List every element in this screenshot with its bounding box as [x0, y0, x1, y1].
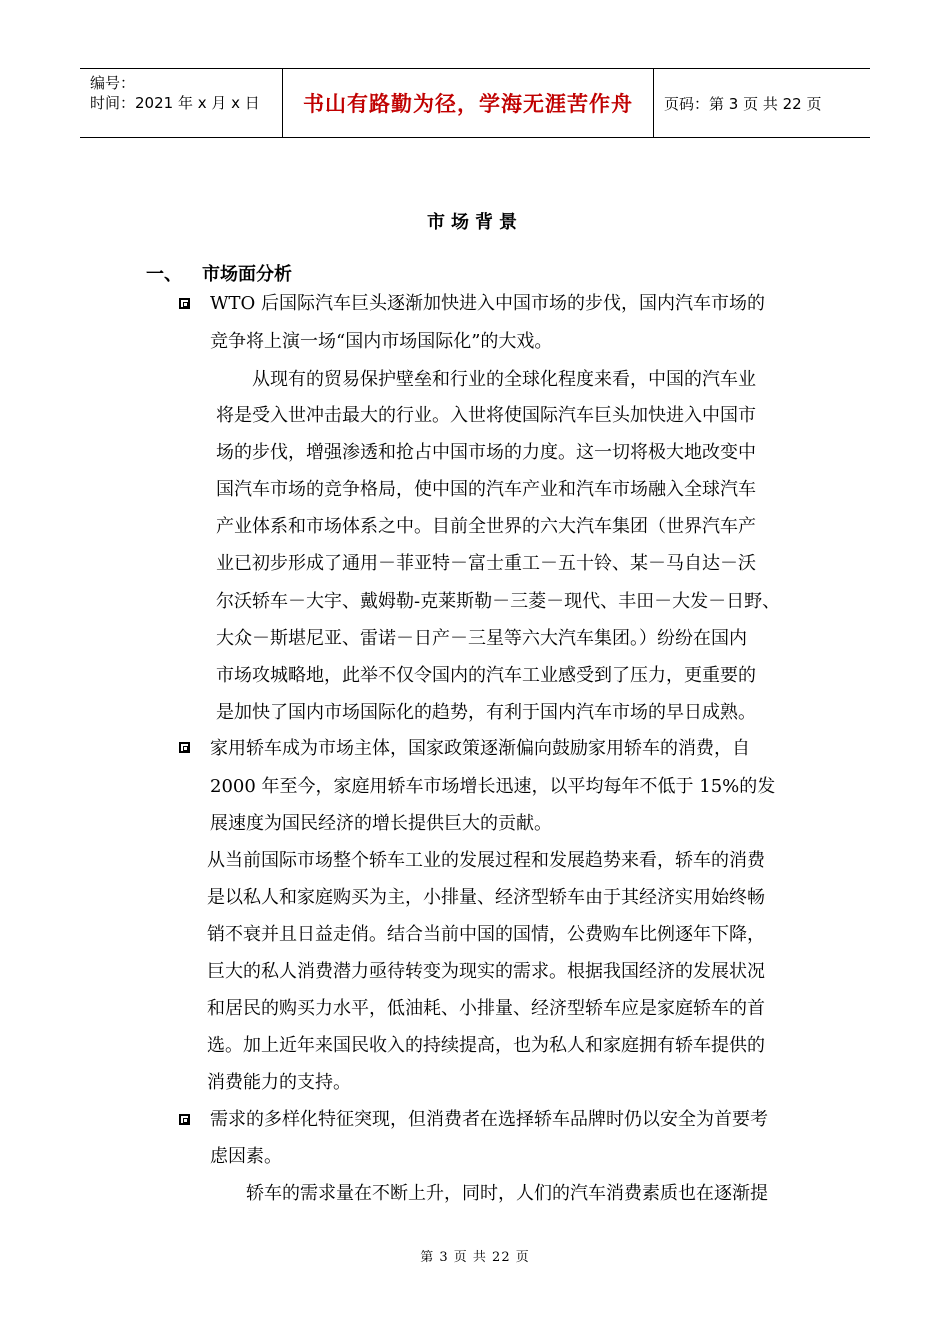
body-line: 选。加上近年来国民收入的持续提高，也为私人和家庭拥有轿车提供的	[207, 1035, 765, 1056]
body-line: 消费能力的支持。	[207, 1072, 351, 1093]
page-header	[80, 68, 870, 138]
body-line: WTO 后国际汽车巨头逐渐加快进入中国市场的步伐，国内汽车市场的	[210, 293, 765, 314]
body-line: 竞争将上演一场“国内市场国际化”的大戏。	[210, 331, 553, 352]
body-line: 轿车的需求量在不断上升，同时，人们的汽车消费素质也在逐渐提	[246, 1183, 768, 1204]
body-line: 虑因素。	[210, 1146, 282, 1167]
body-line: 大众－斯堪尼亚、雷诺－日产－三星等六大汽车集团。）纷纷在国内	[216, 628, 747, 649]
body-line: 是以私人和家庭购买为主，小排量、经济型轿车由于其经济实用始终畅	[207, 887, 765, 908]
section-title: 市场面分析	[202, 264, 292, 285]
body-line: 从当前国际市场整个轿车工业的发展过程和发展趋势来看，轿车的消费	[207, 850, 765, 871]
page-title: 市场背景	[427, 212, 523, 233]
body-line: 是加快了国内市场国际化的趋势，有利于国内汽车市场的早日成熟。	[216, 702, 756, 723]
header-motto: 书山有路勤为径，学海无涯苦作舟	[282, 69, 654, 137]
body-line: 2000 年至今，家庭用轿车市场增长迅速，以平均每年不低于 15%的发	[210, 776, 776, 797]
bullet-square-icon	[179, 298, 190, 309]
header-page-info: 页码：第 3 页 共 22 页	[664, 94, 822, 113]
body-line: 展速度为国民经济的增长提供巨大的贡献。	[210, 813, 552, 834]
body-line: 和居民的购买力水平，低油耗、小排量、经济型轿车应是家庭轿车的首	[207, 998, 765, 1019]
body-line: 尔沃轿车－大宇、戴姆勒-克莱斯勒－三菱－现代、丰田－大发－日野、	[216, 591, 781, 612]
body-line: 市场攻城略地，此举不仅令国内的汽车工业感受到了压力，更重要的	[216, 665, 756, 686]
body-line: 家用轿车成为市场主体，国家政策逐渐偏向鼓励家用轿车的消费，自	[210, 738, 750, 759]
section-number: 一、	[146, 264, 182, 285]
body-line: 产业体系和市场体系之中。目前全世界的六大汽车集团（世界汽车产	[216, 516, 756, 537]
body-line: 将是受入世冲击最大的行业。入世将使国际汽车巨头加快进入中国市	[216, 405, 756, 426]
body-line: 从现有的贸易保护壁垒和行业的全球化程度来看，中国的汽车业	[252, 369, 756, 390]
header-meta	[80, 69, 282, 137]
body-line: 国汽车市场的竞争格局，使中国的汽车产业和汽车市场融入全球汽车	[216, 479, 756, 500]
body-line: 场的步伐，增强渗透和抢占中国市场的力度。这一切将极大地改变中	[216, 442, 756, 463]
body-line: 需求的多样化特征突现，但消费者在选择轿车品牌时仍以安全为首要考	[210, 1109, 768, 1130]
body-line: 销不衰并且日益走俏。结合当前中国的国情，公费购车比例逐年下降，	[207, 924, 765, 945]
document-number-label: 编号：	[90, 74, 136, 92]
page-footer: 第 3 页 共 22 页	[420, 1250, 530, 1265]
section-heading	[146, 260, 292, 286]
bullet-square-icon	[179, 742, 190, 753]
body-line: 巨大的私人消费潜力亟待转变为现实的需求。根据我国经济的发展状况	[207, 961, 765, 982]
document-time-label: 时间：2021 年 x 月 x 日	[90, 94, 260, 112]
body-line: 业已初步形成了通用－菲亚特－富士重工－五十铃、某－马自达－沃	[216, 553, 756, 574]
bullet-square-icon	[179, 1114, 190, 1125]
